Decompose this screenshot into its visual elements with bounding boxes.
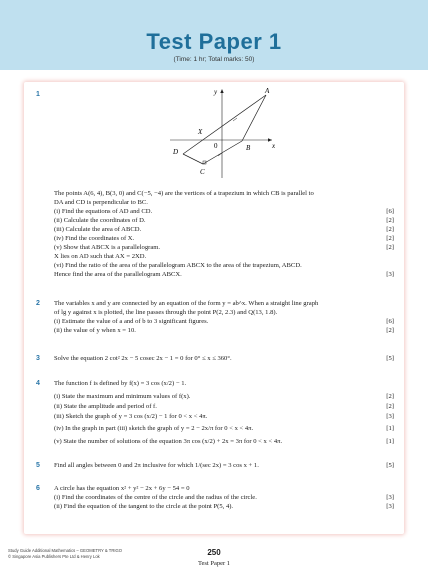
page-number: 250	[207, 548, 221, 557]
q1-line: (vi) Find the ratio of the area of the parallelogram ABCX to the area of the trapezium, ABCD.	[54, 262, 302, 269]
q4-line: (v) State the number of solutions of the equation 3π cos (x/2) + 2x = 3π for 0 < x < 4π.	[54, 438, 283, 445]
q1-mark: [2]	[386, 217, 394, 224]
q2-mark: [2]	[386, 327, 394, 334]
q4-mark: [1]	[386, 438, 394, 445]
q2-line: The variables x and y are connected by an equation of the form y = ab^x. When a straight line graph	[54, 300, 319, 307]
q6-line: (ii) Find the equation of the tangent to the circle at the point P(5, 4).	[54, 503, 234, 510]
q6-line: A circle has the equation x² + y² − 2x + 6y − 54 = 0	[54, 485, 190, 492]
q1-line: (v) Show that ABCX is a parallelogram.	[54, 244, 161, 251]
q2-line: of lg y against x is plotted, the line passes through the point P(2, 2.3) and Q(13, 1.8).	[54, 309, 278, 316]
q1-line: X lies on AD such that AX = 2XD.	[54, 253, 147, 260]
q4-mark: [1]	[386, 425, 394, 432]
question-number: 6	[36, 485, 40, 492]
q2-mark: [6]	[386, 318, 394, 325]
q3-mark: [5]	[386, 355, 394, 362]
q4-line: (ii) State the amplitude and period of f.	[54, 403, 157, 410]
page-title: Test Paper 1	[146, 29, 282, 54]
q1-line: The points A(6, 4), B(3, 0) and C(−5, −4) are the vertices of a trapezium in which CB is parallel to	[54, 190, 314, 197]
q1-line: (iii) Calculate the area of ABCD.	[54, 226, 142, 233]
q1-line: Hence find the area of the parallelogram ABCX.	[54, 271, 182, 278]
question-number: 5	[36, 462, 40, 469]
q1-line: (i) Find the equations of AD and CD.	[54, 208, 153, 215]
label-origin: 0	[214, 142, 218, 150]
q1-mark: [2]	[386, 226, 394, 233]
side-cd	[183, 154, 203, 164]
q6-mark: [3]	[386, 503, 394, 510]
q1-mark: [2]	[386, 244, 394, 251]
q4-line: The function f is defined by f(x) = 3 cos (x/2) − 1.	[54, 380, 187, 387]
page-subtitle: (Time: 1 hr; Total marks: 50)	[173, 56, 255, 63]
q1-line: DA and CD is perpendicular to BC.	[54, 199, 148, 206]
q5-mark: [5]	[386, 462, 394, 469]
label-x-point: X	[198, 128, 203, 136]
q5-line: Find all angles between 0 and 2π inclusive for which 1/(sec 2x) = 3 cos x + 1.	[54, 462, 259, 469]
side-bc	[203, 141, 242, 164]
q4-mark: [2]	[386, 393, 394, 400]
page-label: Test Paper 1	[197, 560, 231, 567]
q2-line: (i) Estimate the value of a and of b to 3 significant figures.	[54, 318, 209, 325]
q1-mark: [6]	[386, 208, 394, 215]
q6-line: (i) Find the coordinates of the centre of the circle and the radius of the circle.	[54, 494, 257, 501]
q2-line: (ii) the value of y when x = 10.	[54, 327, 136, 334]
footer-line: © Singapore Asia Publishers Pte Ltd & Henry Lok	[8, 553, 100, 559]
q6-mark: [3]	[386, 494, 394, 501]
q1-line: (ii) Calculate the coordinates of D.	[54, 217, 146, 224]
label-b: B	[246, 144, 251, 152]
q1-line: (iv) Find the coordinates of X.	[54, 235, 135, 242]
label-x: x	[272, 142, 276, 150]
label-a: A	[265, 87, 270, 95]
question-number: 1	[36, 91, 40, 98]
q4-mark: [3]	[386, 413, 394, 420]
q4-line: (i) State the maximum and minimum values of f(x).	[54, 393, 191, 400]
y-axis-arrow	[220, 89, 223, 93]
trapezium-diagram	[160, 86, 280, 186]
question-number: 3	[36, 355, 40, 362]
label-d: D	[173, 148, 179, 156]
q4-line: (iii) Sketch the graph of y = 3 cos (x/2) − 1 for 0 < x < 4π.	[54, 413, 208, 420]
q3-line: Solve the equation 2 cot² 2x − 5 cosec 2x − 1 = 0 for 0° ≤ x ≤ 360°.	[54, 355, 232, 362]
q1-mark: [2]	[386, 235, 394, 242]
label-c: C	[200, 168, 205, 176]
side-ab	[242, 95, 266, 141]
q4-mark: [2]	[386, 403, 394, 410]
q1-mark: [3]	[386, 271, 394, 278]
footer-line: Study Guide Additional Mathematics – GEOMETRY & TRIGO	[8, 548, 123, 553]
side-da	[183, 95, 266, 154]
label-y: y	[214, 88, 218, 96]
question-number: 4	[36, 380, 40, 387]
question-number: 2	[36, 300, 40, 307]
q4-line: (iv) In the graph in part (iii) sketch the graph of y = 2 − 2x/π for 0 < x < 4π.	[54, 425, 254, 432]
